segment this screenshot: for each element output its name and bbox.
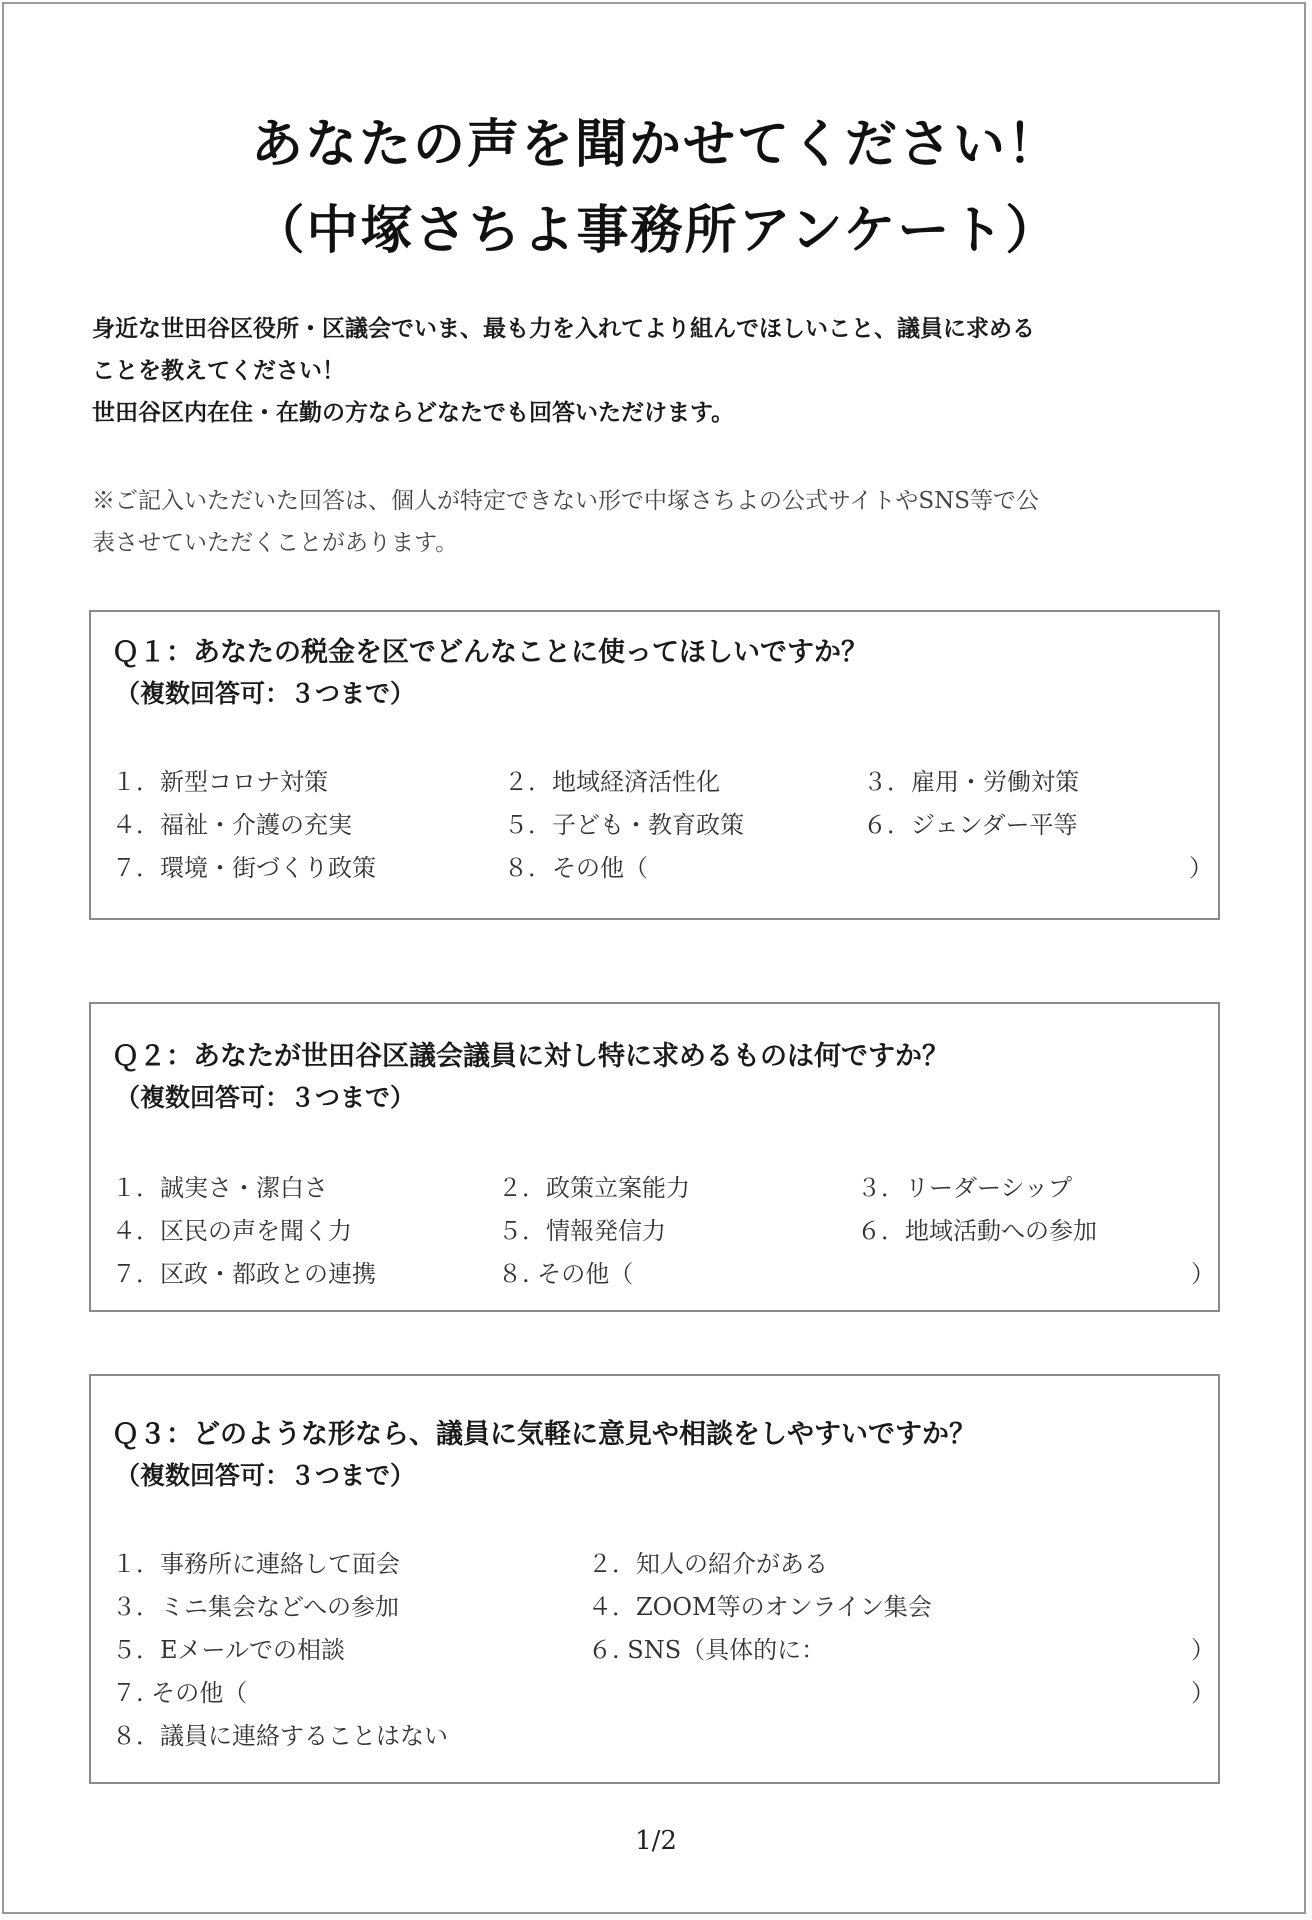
q3-option-6-sns[interactable]: ６. SNS（具体的に：	[588, 1636, 826, 1664]
intro-text	[92, 308, 1232, 434]
q3-option-1[interactable]: １．事務所に連絡して面会	[112, 1550, 400, 1578]
intro-line: 身近な世田谷区役所・区議会でいま、最も力を入れてより組んでほしいこと、議員に求める	[92, 315, 1035, 342]
question-1-box	[89, 610, 1220, 920]
question-3-subtitle: （複数回答可：３つまで）	[115, 1461, 416, 1490]
q2-option-2[interactable]: ２．政策立案能力	[498, 1174, 690, 1202]
q2-option-3[interactable]: ３．リーダーシップ	[857, 1174, 1073, 1202]
page-title-line-1: あなたの声を聞かせてください！	[250, 114, 1061, 175]
q3-other-close-paren: ）	[1191, 1679, 1215, 1707]
question-1-subtitle: （複数回答可：３つまで）	[115, 679, 416, 708]
page-title-line-2: （中塚さちよ事務所アンケート）	[252, 200, 1060, 261]
q1-option-8-other[interactable]: ８．その他（	[504, 854, 648, 882]
q2-option-7[interactable]: ７．区政・都政との連携	[112, 1260, 376, 1288]
q3-sns-close-paren: ）	[1191, 1636, 1215, 1664]
q2-option-8-other[interactable]: ８. その他（	[498, 1260, 634, 1288]
question-3-title: Ｑ３：どのような形なら、議員に気軽に意見や相談をしやすいですか？	[112, 1419, 976, 1450]
q2-other-close-paren: ）	[1191, 1260, 1215, 1288]
privacy-note	[92, 480, 1232, 564]
question-2-box	[89, 1002, 1220, 1312]
question-2-subtitle: （複数回答可：３つまで）	[115, 1083, 416, 1112]
q3-option-5[interactable]: ５．Eメールでの相談	[112, 1636, 346, 1664]
q1-option-6[interactable]: ６．ジェンダー平等	[863, 811, 1078, 839]
page-number: 1/2	[635, 1826, 677, 1856]
intro-line: 世田谷区内在住・在勤の方ならどなたでも回答いただけます。	[92, 399, 735, 426]
q1-other-close-paren: ）	[1189, 854, 1213, 882]
intro-line: ことを教えてください！	[92, 357, 345, 384]
q2-option-5[interactable]: ５．情報発信力	[498, 1217, 666, 1245]
q3-option-3[interactable]: ３．ミニ集会などへの参加	[112, 1593, 400, 1621]
q3-option-4[interactable]: ４．ZOOM等のオンライン集会	[588, 1593, 932, 1621]
q1-option-3[interactable]: ３．雇用・労働対策	[863, 768, 1079, 796]
q1-option-4[interactable]: ４．福祉・介護の充実	[112, 811, 352, 839]
q2-option-6[interactable]: ６．地域活動への参加	[857, 1217, 1097, 1245]
q3-option-7-other[interactable]: ７. その他（	[112, 1679, 248, 1707]
question-2-title: Ｑ２：あなたが世田谷区議会議員に対し特に求めるものは何ですか？	[112, 1041, 949, 1072]
question-1-title: Ｑ１：あなたの税金を区でどんなことに使ってほしいですか？	[112, 637, 868, 668]
q1-option-7[interactable]: ７．環境・街づくり政策	[112, 854, 376, 882]
q1-option-1[interactable]: １．新型コロナ対策	[112, 768, 328, 796]
note-line: 表させていただくことがあります。	[92, 530, 459, 556]
q1-option-2[interactable]: ２．地域経済活性化	[504, 768, 720, 796]
question-3-box	[89, 1374, 1220, 1784]
q3-option-2[interactable]: ２．知人の紹介がある	[588, 1550, 828, 1578]
note-line: ※ご記入いただいた回答は、個人が特定できない形で中塚さちよの公式サイトやSNS等で公	[92, 488, 1040, 514]
q2-option-4[interactable]: ４．区民の声を聞く力	[112, 1217, 352, 1245]
q1-option-5[interactable]: ５．子ども・教育政策	[504, 811, 744, 839]
q3-option-8[interactable]: ８．議員に連絡することはない	[112, 1722, 448, 1750]
q2-option-1[interactable]: １．誠実さ・潔白さ	[112, 1174, 328, 1202]
